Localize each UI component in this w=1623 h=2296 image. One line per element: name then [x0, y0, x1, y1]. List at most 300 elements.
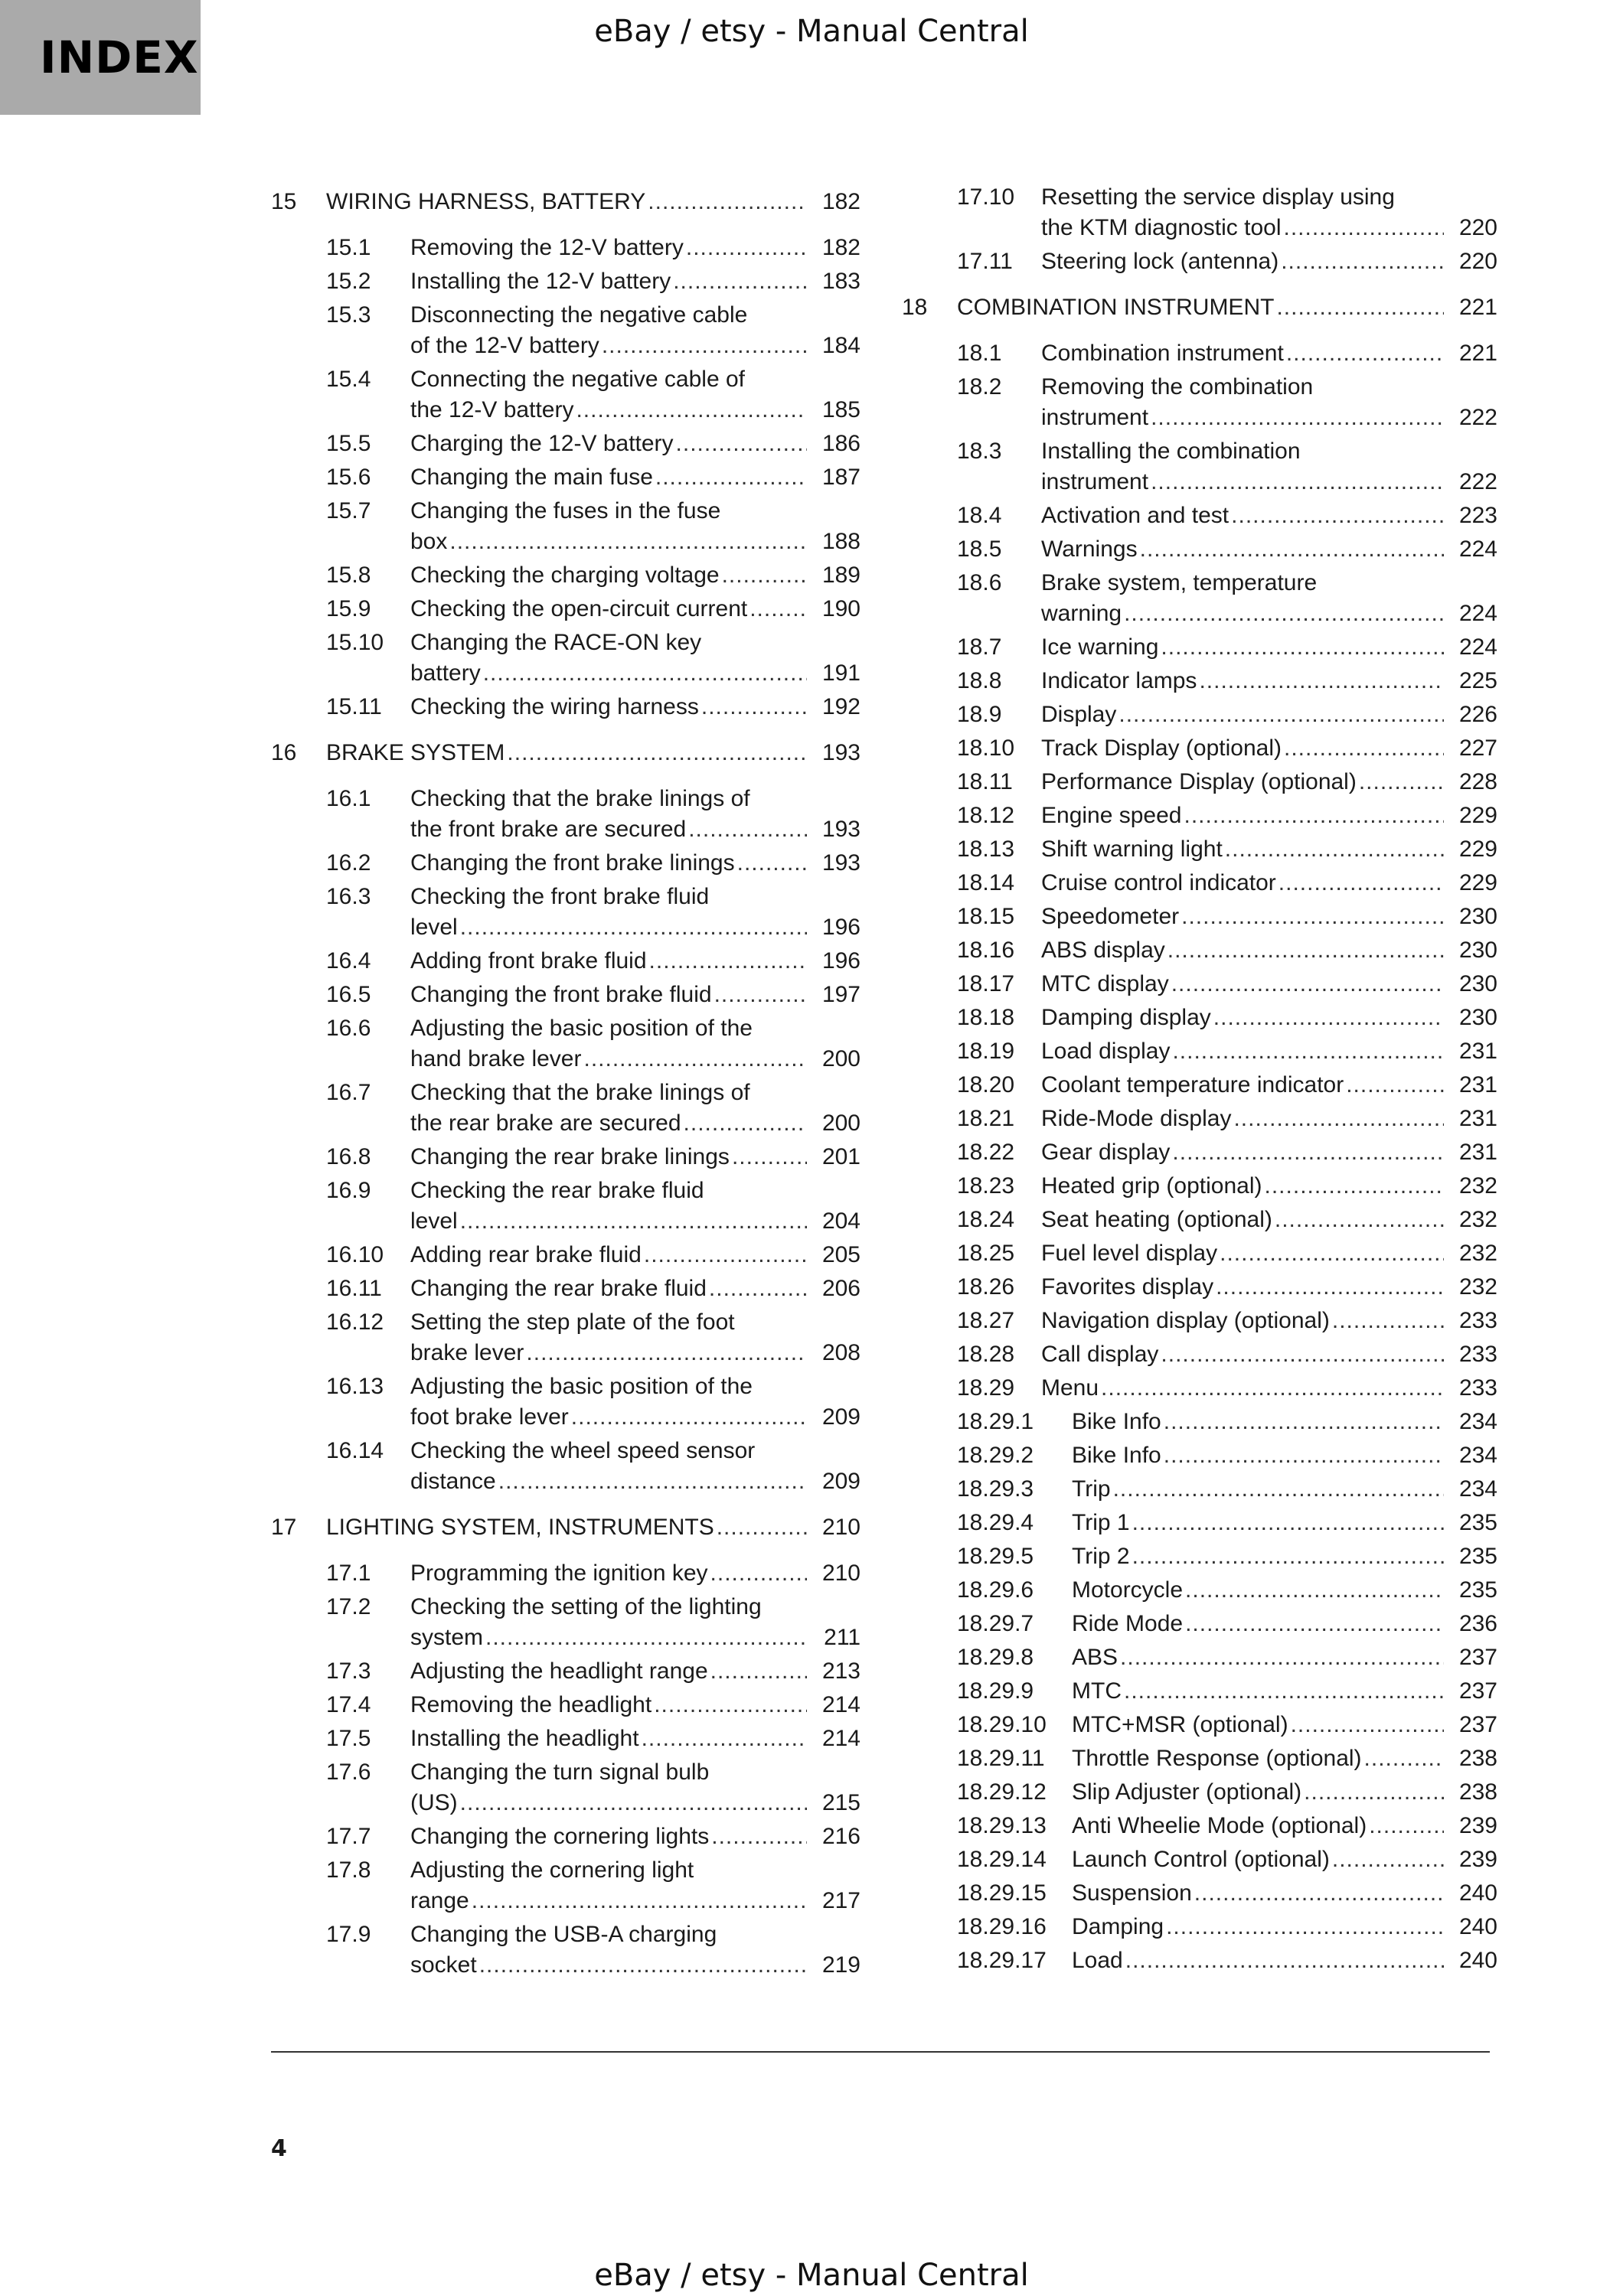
dot-leader [1181, 902, 1444, 932]
toc-entry-title: Warnings [1041, 536, 1138, 562]
toc-entry-text [410, 1142, 860, 1172]
toc-entry-line [1041, 534, 1497, 565]
toc-entry[interactable] [902, 1272, 1497, 1303]
toc-entry[interactable] [271, 429, 860, 459]
toc-entry-title: Navigation display (optional) [1041, 1308, 1330, 1333]
toc-entry[interactable] [902, 1104, 1497, 1134]
toc-page-number: 182 [821, 189, 860, 214]
footer-divider [271, 2051, 1490, 2053]
toc-entry-number: 18.29 [957, 1375, 1015, 1401]
toc-entry[interactable] [902, 1676, 1497, 1707]
toc-entry-number: 15.11 [326, 694, 382, 719]
toc-entry-title: MTC [1072, 1678, 1122, 1704]
toc-entry-line [410, 1466, 860, 1497]
toc-entry-number: 17.11 [957, 249, 1013, 274]
toc-entry-text [1072, 1676, 1497, 1707]
toc-entry-title: Changing the main fuse [410, 465, 653, 490]
toc-page-number: 216 [821, 1824, 860, 1849]
dot-leader [1185, 1575, 1444, 1606]
toc-entry-line [410, 848, 860, 879]
dot-leader [1161, 1339, 1444, 1370]
toc-page-number: 229 [1458, 803, 1497, 828]
toc-section-entry[interactable] [271, 1512, 860, 1543]
toc-entry[interactable] [902, 834, 1497, 865]
toc-entry[interactable] [902, 1642, 1497, 1673]
dot-leader [1278, 868, 1444, 899]
dot-leader [479, 1950, 807, 1981]
toc-page-number: 184 [821, 333, 860, 358]
toc-page-number: 224 [1458, 536, 1497, 562]
dot-leader [460, 1788, 807, 1818]
toc-entry-number: 15.2 [326, 269, 371, 294]
toc-page-number: 237 [1458, 1678, 1497, 1704]
toc-entry[interactable] [902, 868, 1497, 899]
dot-leader [684, 1108, 807, 1139]
toc-entry[interactable] [271, 1690, 860, 1720]
toc-entry[interactable] [271, 1240, 860, 1270]
toc-entry-text [1041, 632, 1497, 663]
toc-entry[interactable] [902, 1474, 1497, 1505]
toc-entry-title: Changing the front brake linings [410, 850, 735, 876]
toc-entry-line [1072, 1541, 1497, 1572]
toc-entry[interactable] [902, 501, 1497, 531]
toc-entry-text [410, 1013, 860, 1075]
toc-page-number: 234 [1458, 1443, 1497, 1468]
toc-entry-number: 18.24 [957, 1207, 1015, 1232]
toc-entry[interactable] [902, 1205, 1497, 1235]
toc-entry-text [1072, 1508, 1497, 1538]
toc-entry-number: 18.29.14 [957, 1847, 1047, 1872]
toc-entry[interactable] [271, 233, 860, 263]
toc-entry-text [410, 1821, 860, 1852]
toc-entry-text [1041, 935, 1497, 966]
toc-entry-number: 15 [271, 189, 297, 214]
toc-page-number: 211 [824, 1625, 860, 1650]
toc-page-number: 192 [821, 694, 860, 719]
dot-leader [1265, 1171, 1444, 1202]
toc-entry[interactable] [271, 266, 860, 297]
toc-entry[interactable] [902, 1575, 1497, 1606]
toc-page-number: 233 [1458, 1375, 1497, 1401]
toc-entry[interactable] [902, 1373, 1497, 1404]
toc-entry[interactable] [902, 1339, 1497, 1370]
toc-entry-text [410, 462, 860, 493]
toc-entry-line [410, 1402, 860, 1433]
dot-leader [688, 814, 807, 845]
toc-entry-text [1041, 700, 1497, 730]
toc-entry[interactable] [902, 1844, 1497, 1875]
toc-page-number: 201 [821, 1144, 860, 1169]
toc-entry-title: Checking that the brake linings of [410, 786, 750, 811]
toc-entry-title: Throttle Response (optional) [1072, 1746, 1362, 1771]
toc-entry[interactable] [271, 1176, 860, 1237]
toc-entry[interactable] [902, 568, 1497, 629]
toc-list-right [902, 182, 1497, 1976]
toc-entry[interactable] [902, 1912, 1497, 1942]
dot-leader [483, 658, 807, 689]
toc-entry-line [410, 1919, 860, 1950]
toc-entry[interactable] [902, 246, 1497, 277]
toc-entry[interactable] [271, 628, 860, 689]
toc-entry-line [410, 1724, 860, 1754]
toc-entry-text [410, 784, 860, 845]
toc-entry-line [410, 628, 860, 658]
toc-entry[interactable] [902, 666, 1497, 696]
toc-entry-line [1072, 1945, 1497, 1976]
dot-leader [737, 848, 807, 879]
toc-page-number: 182 [821, 235, 860, 260]
toc-entry[interactable] [271, 1558, 860, 1589]
toc-entry[interactable] [902, 1238, 1497, 1269]
toc-entry-line [1072, 1878, 1497, 1909]
toc-entry[interactable] [902, 1171, 1497, 1202]
toc-entry-number: 18.29.11 [957, 1746, 1045, 1771]
toc-entry[interactable] [902, 801, 1497, 831]
toc-entry-title: (US) [410, 1790, 458, 1815]
toc-entry[interactable] [271, 594, 860, 625]
dot-leader [717, 1512, 807, 1543]
dot-leader [1166, 1912, 1444, 1942]
dot-leader [642, 1724, 807, 1754]
toc-entry[interactable] [271, 1307, 860, 1368]
toc-page-number: 237 [1458, 1712, 1497, 1737]
toc-entry-title: distance [410, 1469, 496, 1494]
dot-leader [648, 187, 807, 217]
toc-entry-title: system [410, 1625, 484, 1650]
toc-entry-text [1041, 338, 1497, 369]
toc-entry-text [1072, 1912, 1497, 1942]
toc-entry[interactable] [902, 182, 1497, 243]
toc-page-number: 228 [1458, 769, 1497, 794]
toc-entry[interactable] [902, 1508, 1497, 1538]
dot-leader [722, 560, 807, 591]
toc-page-number: 224 [1458, 601, 1497, 626]
toc-entry-line [1041, 246, 1497, 277]
toc-entry[interactable] [902, 733, 1497, 764]
toc-entry[interactable] [271, 462, 860, 493]
toc-entry-text [1041, 436, 1497, 497]
toc-entry-text [1072, 1844, 1497, 1875]
toc-entry-text [410, 266, 860, 297]
toc-entry-number: 15.6 [326, 465, 371, 490]
toc-entry-line [1041, 969, 1497, 1000]
toc-entry[interactable] [902, 1777, 1497, 1808]
toc-entry-number: 16.13 [326, 1374, 384, 1399]
toc-entry-line [410, 1206, 860, 1237]
toc-entry-number: 17 [271, 1515, 297, 1540]
dot-leader [1233, 1104, 1444, 1134]
toc-entry[interactable] [271, 1855, 860, 1916]
toc-entry-line [410, 233, 860, 263]
toc-entry[interactable] [271, 364, 860, 426]
toc-entry[interactable] [902, 372, 1497, 433]
toc-entry-text [410, 429, 860, 459]
toc-entry-number: 18.2 [957, 374, 1002, 400]
toc-page-number: 189 [821, 563, 860, 588]
toc-entry-title: range [410, 1888, 469, 1913]
toc-entry-line [1041, 338, 1497, 369]
toc-entry-line [1041, 733, 1497, 764]
toc-entry-line [410, 331, 860, 361]
dot-leader [1304, 1777, 1444, 1808]
toc-entry[interactable] [271, 1724, 860, 1754]
toc-entry-line [1041, 935, 1497, 966]
toc-entry-line [1041, 868, 1497, 899]
toc-entry[interactable] [902, 1440, 1497, 1471]
toc-page-number: 230 [1458, 938, 1497, 963]
toc-entry-line [1041, 182, 1497, 213]
toc-page-number: 209 [821, 1404, 860, 1430]
toc-entry-line [410, 560, 860, 591]
toc-entry[interactable] [902, 1036, 1497, 1067]
toc-entry-line [410, 692, 860, 722]
toc-entry-text [410, 1690, 860, 1720]
toc-entry-line [1041, 1339, 1497, 1370]
toc-page-number: 196 [821, 948, 860, 974]
toc-entry-title: Display [1041, 702, 1117, 727]
toc-entry[interactable] [271, 300, 860, 361]
toc-entry-number: 18.27 [957, 1308, 1015, 1333]
toc-entry-title: Seat heating (optional) [1041, 1207, 1272, 1232]
dot-leader [1118, 700, 1444, 730]
toc-entry-text [1041, 1036, 1497, 1067]
toc-entry-number: 18.13 [957, 837, 1015, 862]
toc-page-number: 240 [1458, 1948, 1497, 1973]
toc-entry-line [1072, 1912, 1497, 1942]
toc-entry-title: Adjusting the basic position of the [410, 1374, 753, 1399]
toc-entry[interactable] [902, 1710, 1497, 1740]
toc-entry-title: Activation and test [1041, 503, 1229, 528]
toc-page-number: 221 [1458, 341, 1497, 366]
toc-entry[interactable] [271, 946, 860, 977]
toc-page-number: 232 [1458, 1274, 1497, 1300]
toc-page-number: 200 [821, 1110, 860, 1136]
dot-leader [1216, 1272, 1444, 1303]
dot-leader [1359, 767, 1444, 797]
toc-entry-line [1041, 1003, 1497, 1033]
toc-entry-line [410, 496, 860, 527]
toc-entry-title: Launch Control (optional) [1072, 1847, 1330, 1872]
toc-entry-title: Changing the front brake fluid [410, 982, 712, 1007]
toc-entry-title: Engine speed [1041, 803, 1182, 828]
toc-entry-title: WIRING HARNESS, BATTERY [326, 189, 646, 214]
toc-entry[interactable] [271, 1757, 860, 1818]
dot-leader [1199, 666, 1444, 696]
toc-entry[interactable] [271, 1592, 860, 1653]
toc-entry-line [410, 1078, 860, 1108]
dot-leader [1284, 733, 1444, 764]
dot-leader [1161, 632, 1444, 663]
toc-entry-title: Bike Info [1072, 1443, 1161, 1468]
toc-entry-line [1041, 568, 1497, 598]
toc-entry[interactable] [902, 1407, 1497, 1437]
toc-entry[interactable] [271, 1274, 860, 1304]
toc-entry[interactable] [902, 1878, 1497, 1909]
toc-entry[interactable] [271, 496, 860, 557]
toc-entry-line [1072, 1811, 1497, 1841]
dot-leader [1124, 1676, 1444, 1707]
toc-page-number: 231 [1458, 1140, 1497, 1165]
toc-entry-line [1041, 801, 1497, 831]
toc-entry-text [410, 496, 860, 557]
toc-entry-text [1041, 534, 1497, 565]
toc-entry[interactable] [271, 1013, 860, 1075]
toc-entry-title: Installing the combination [1041, 439, 1301, 464]
toc-entry[interactable] [271, 784, 860, 845]
toc-entry-title: Shift warning light [1041, 837, 1223, 862]
toc-entry-line [410, 1788, 860, 1818]
toc-entry-number: 16.11 [326, 1276, 382, 1301]
toc-entry-number: 15.10 [326, 630, 384, 655]
toc-entry-title: Call display [1041, 1342, 1159, 1367]
toc-entry-text [410, 1919, 860, 1981]
toc-entry[interactable] [902, 700, 1497, 730]
toc-entry-text [1041, 767, 1497, 797]
toc-entry[interactable] [902, 534, 1497, 565]
toc-entry[interactable] [902, 767, 1497, 797]
toc-entry[interactable] [902, 1945, 1497, 1976]
toc-entry[interactable] [902, 935, 1497, 966]
toc-page-number: 188 [821, 529, 860, 554]
toc-list-left [271, 187, 860, 1981]
toc-page-number: 187 [821, 465, 860, 490]
toc-page-number: 234 [1458, 1409, 1497, 1434]
toc-entry-line [410, 980, 860, 1010]
dot-leader [583, 1044, 807, 1075]
toc-entry-number: 17.4 [326, 1692, 371, 1717]
toc-entry-line [410, 946, 860, 977]
toc-page-number: 235 [1458, 1577, 1497, 1603]
toc-entry-text [957, 292, 1497, 323]
toc-entry[interactable] [271, 848, 860, 879]
toc-section-entry[interactable] [902, 292, 1497, 323]
dot-leader [1132, 1541, 1444, 1572]
toc-entry[interactable] [902, 1541, 1497, 1572]
toc-entry-number: 18.25 [957, 1241, 1015, 1266]
toc-entry-title: Programming the ignition key [410, 1561, 708, 1586]
dot-leader [1120, 1642, 1444, 1673]
toc-entry-text [1041, 801, 1497, 831]
dot-leader [576, 395, 807, 426]
toc-entry-line [410, 1240, 860, 1270]
toc-entry-line [410, 1757, 860, 1788]
toc-entry[interactable] [902, 1137, 1497, 1168]
dot-leader [711, 1821, 807, 1852]
toc-entry[interactable] [902, 632, 1497, 663]
toc-entry-title: Changing the fuses in the fuse [410, 498, 721, 523]
toc-entry[interactable] [271, 1371, 860, 1433]
toc-entry-text [1041, 733, 1497, 764]
toc-entry[interactable] [902, 1306, 1497, 1336]
toc-entry-number: 15.3 [326, 302, 371, 328]
toc-entry-title: Changing the cornering lights [410, 1824, 710, 1849]
toc-page-number: 208 [821, 1340, 860, 1365]
toc-entry[interactable] [271, 1142, 860, 1172]
toc-entry[interactable] [902, 1609, 1497, 1639]
toc-page-number: 222 [1458, 469, 1497, 494]
toc-entry[interactable] [271, 1821, 860, 1852]
toc-page-number: 221 [1458, 295, 1497, 320]
toc-entry-title: Connecting the negative cable of [410, 367, 745, 392]
toc-entry[interactable] [902, 1811, 1497, 1841]
toc-entry-number: 18.29.16 [957, 1914, 1047, 1939]
dot-leader [498, 1466, 807, 1497]
toc-entry-text [1072, 1777, 1497, 1808]
toc-page-number: 239 [1458, 1847, 1497, 1872]
toc-entry-number: 18.17 [957, 971, 1015, 996]
toc-entry[interactable] [902, 1003, 1497, 1033]
dot-leader [1225, 834, 1444, 865]
toc-entry[interactable] [271, 980, 860, 1010]
toc-entry-text [1041, 1104, 1497, 1134]
toc-entry[interactable] [271, 692, 860, 722]
toc-entry-number: 18.29.7 [957, 1611, 1034, 1636]
dot-leader [1185, 1609, 1444, 1639]
toc-page-number: 204 [821, 1208, 860, 1234]
dot-leader [526, 1338, 807, 1368]
toc-entry-text [1072, 1878, 1497, 1909]
toc-entry-text [410, 1757, 860, 1818]
toc-entry-text [1041, 246, 1497, 277]
toc-entry-line [410, 1623, 860, 1653]
toc-page-number: 197 [821, 982, 860, 1007]
toc-entry-title: Favorites display [1041, 1274, 1214, 1300]
toc-entry-line [410, 594, 860, 625]
toc-entry[interactable] [271, 1656, 860, 1687]
toc-page-number: 232 [1458, 1241, 1497, 1266]
toc-entry-title: Adding rear brake fluid [410, 1242, 642, 1267]
toc-section-entry[interactable] [271, 738, 860, 768]
toc-entry-text [1041, 1003, 1497, 1033]
toc-entry[interactable] [902, 1743, 1497, 1774]
toc-entry[interactable] [271, 560, 860, 591]
toc-entry-number: 18.18 [957, 1005, 1015, 1030]
toc-entry-text [410, 1371, 860, 1433]
toc-entry[interactable] [902, 338, 1497, 369]
toc-entry-number: 17.1 [326, 1561, 371, 1586]
toc-entry-title: Changing the USB-A charging [410, 1922, 717, 1947]
toc-entry[interactable] [271, 1919, 860, 1981]
toc-section-entry[interactable] [271, 187, 860, 217]
toc-entry[interactable] [271, 882, 860, 943]
dot-leader [686, 233, 807, 263]
toc-entry[interactable] [902, 1070, 1497, 1101]
dot-leader [1194, 1878, 1444, 1909]
toc-entry[interactable] [271, 1436, 860, 1497]
toc-entry-line [410, 1592, 860, 1623]
toc-entry-number: 18.10 [957, 735, 1015, 761]
toc-entry-number: 18.29.4 [957, 1510, 1034, 1535]
toc-entry-number: 18.22 [957, 1140, 1015, 1165]
dot-leader [1151, 467, 1444, 497]
toc-entry-number: 17.10 [957, 184, 1015, 210]
toc-entry-number: 18.12 [957, 803, 1015, 828]
toc-entry-title: Menu [1041, 1375, 1099, 1401]
toc-entry-line [1041, 372, 1497, 403]
toc-entry[interactable] [902, 436, 1497, 497]
toc-entry[interactable] [271, 1078, 860, 1139]
toc-entry[interactable] [902, 902, 1497, 932]
dot-leader [571, 1402, 807, 1433]
toc-entry-number: 18.14 [957, 870, 1015, 895]
toc-entry-text [410, 300, 860, 361]
toc-entry-number: 17.6 [326, 1760, 371, 1785]
toc-entry-title: Trip 1 [1072, 1510, 1130, 1535]
toc-entry-number: 18.29.2 [957, 1443, 1034, 1468]
toc-entry[interactable] [902, 969, 1497, 1000]
toc-page-number: 239 [1458, 1813, 1497, 1838]
toc-entry-text [1041, 1137, 1497, 1168]
